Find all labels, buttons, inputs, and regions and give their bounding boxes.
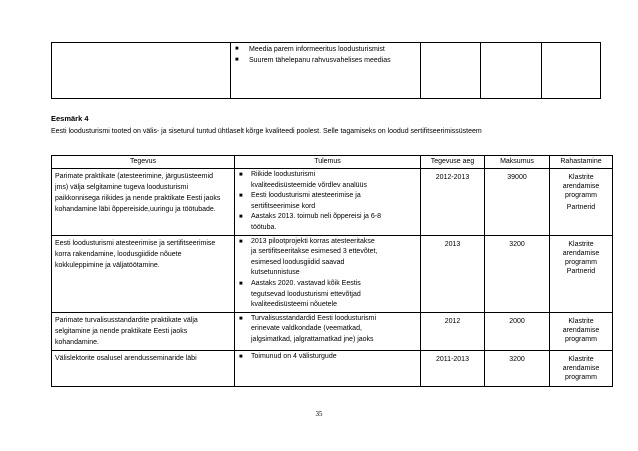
column-header: Tegevuse aeg <box>421 156 485 169</box>
column-header: Maksumus <box>485 156 550 169</box>
activity-cell <box>52 43 231 99</box>
cost-cell: 39000 <box>485 169 550 236</box>
result-list <box>239 314 416 346</box>
result-list <box>239 170 416 234</box>
bullet-icon: ■ <box>239 172 243 178</box>
time-cell: 2011-2013 <box>421 350 485 386</box>
table-row <box>52 312 613 350</box>
list-item: ■ Toimunud on 4 välisturgude <box>239 352 416 363</box>
bullet-icon: ■ <box>239 353 243 360</box>
result-list <box>239 352 416 363</box>
funding-cell: Klastrite arendamise programm <box>550 312 613 350</box>
time-cell: 2013 <box>421 235 485 312</box>
page-number: 35 <box>315 410 323 418</box>
bullet-icon: ■ <box>235 57 239 63</box>
bullet-icon: ■ <box>239 214 243 221</box>
result-list <box>235 44 416 66</box>
time-cell: 2012 <box>421 312 485 350</box>
table-row <box>52 350 613 386</box>
list-item: ■ Eesti loodusturismi atesteerimise ja sertifitseerimise kord <box>239 192 361 210</box>
list-item: ■ Aastaks 2013. toimub neli õppereisi ja 6-8 töötuba. <box>239 213 381 231</box>
activity-cell: Parimate turvalisusstandardite praktikate välja selgitamine ja nende praktikate Eesti jaoks kohandamine. <box>52 312 235 350</box>
table-header-row <box>52 156 613 169</box>
result-list <box>239 237 416 311</box>
bullet-icon: ■ <box>235 46 239 52</box>
column-header: Tegevus <box>52 156 235 169</box>
table-row <box>52 235 613 312</box>
result-cell <box>235 169 421 236</box>
list-item: ■ Aastaks 2020. vastavad kõik Eestis tegutsevad loodusturismi ettevõtjad kvaliteedisüsteemi nõuetele <box>239 279 361 309</box>
column-header: Tulemus <box>235 156 421 169</box>
goal-title: Eesmärk 4 <box>51 114 89 123</box>
bullet-icon: ■ <box>239 238 243 245</box>
cost-cell: 2000 <box>485 312 550 350</box>
time-cell: 2012-2013 <box>421 169 485 236</box>
cost-cell: 3200 <box>485 350 550 386</box>
goal-4-table <box>51 155 613 387</box>
list-item: ■ Meedia parem informeeritus loodusturismist <box>235 46 385 53</box>
activity-cell: Välislektorite osalusel arendusseminaride läbi <box>52 350 235 386</box>
table-row <box>52 169 613 236</box>
goal-description: Eesti loodusturismi tooted on välis- ja siseturul tuntud ühtlaselt kõrge kvaliteedi poolest. Selle tagamiseks on loodud sertifitseerimissüsteem <box>51 128 482 135</box>
activity-cell: Eesti loodusturismi atesteerimise ja sertifitseerimise korra rakendamine, loodusgiidide nõuete kokkuleppimine ja väljatöötamine. <box>52 235 235 312</box>
list-item: ■ Riikide loodusturismi kvaliteedisüsteemide võrdlev analüüs <box>239 171 367 189</box>
time-cell <box>421 43 481 99</box>
bullet-icon: ■ <box>239 193 243 200</box>
funding-cell: Klastrite arendamise programm <box>550 350 613 386</box>
result-cell <box>235 350 421 386</box>
result-cell <box>235 312 421 350</box>
cost-cell: 3200 <box>485 235 550 312</box>
funding-cell: Klastrite arendamise programm Partnerid <box>550 235 613 312</box>
list-item: ■ Suurem tähelepanu rahvusvahelises meedias <box>235 57 391 64</box>
funding-cell <box>542 43 601 99</box>
cost-cell <box>481 43 542 99</box>
funding-cell: Klastrite arendamise programm Partnerid <box>550 169 613 236</box>
list-item: ■ 2013 pilootprojekti korras atesteeritakse ja sertifitseeritakse esimesed 3 ettevõtet, esimesed loodusgiidid saavad kutsetunnistuse <box>239 237 378 277</box>
bullet-icon: ■ <box>239 315 243 322</box>
column-header: Rahastamine <box>550 156 613 169</box>
bullet-icon: ■ <box>239 280 243 287</box>
result-cell <box>231 43 421 99</box>
previous-goal-table <box>51 42 601 99</box>
table-row <box>52 43 601 99</box>
result-cell <box>235 235 421 312</box>
list-item: ■ Turvalisusstandardid Eesti loodusturismi erinevate valdkondade (veematkad, jalgsimatkad, jalgrattamatkad jne) jaoks <box>239 314 377 343</box>
activity-cell: Parimate praktikate (atesteerimine, järgusüsteemid jms) välja selgitamine tugeva loodusturismi paikkonnisega riikides ja nende praktikate Eesti jaoks kohandamine läbi õppereiside,uuringu ja töötubade. <box>52 169 235 236</box>
